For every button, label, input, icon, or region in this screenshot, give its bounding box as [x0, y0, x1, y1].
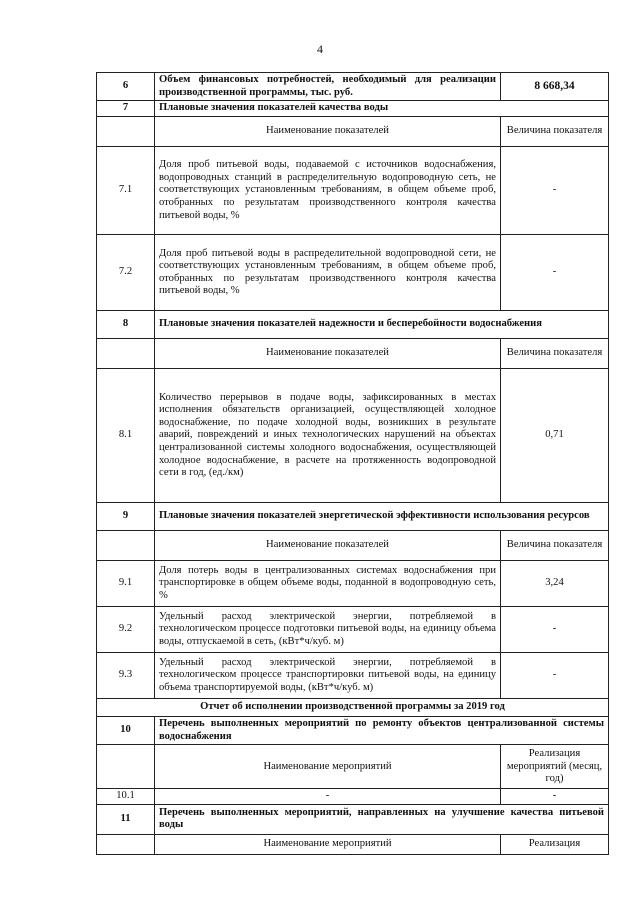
row-number: 9.3 — [97, 653, 155, 699]
table-row — [97, 101, 609, 117]
row-value: - — [501, 235, 609, 311]
table-row — [97, 339, 609, 369]
row-text: Доля проб питьевой воды в распределительной водопроводной сети, не соответствующих установленным требованиям, в общем объеме проб, отобранных по результатам производственного контроля качества питьевой воды, % — [155, 235, 501, 311]
table-row — [97, 789, 609, 805]
empty-cell — [97, 745, 155, 789]
production-program-table — [96, 72, 609, 855]
row-number: 9.1 — [97, 561, 155, 607]
column-header-name: Наименование показателей — [155, 117, 501, 147]
table-row — [97, 311, 609, 339]
column-header-name: Наименование мероприятий — [155, 745, 501, 789]
empty-cell — [97, 531, 155, 561]
page-number: 4 — [317, 42, 323, 56]
row-value: 8 668,34 — [501, 73, 609, 101]
row-number: 10.1 — [97, 789, 155, 805]
row-text: Удельный расход электрической энергии, потребляемой в технологическом процессе подготовки питьевой воды, на единицу объема воды, отпускаемой в сеть, (кВт*ч/куб. м) — [155, 607, 501, 653]
row-number: 7.2 — [97, 235, 155, 311]
table-row — [97, 717, 609, 745]
column-header-name: Наименование показателей — [155, 531, 501, 561]
row-value: 3,24 — [501, 561, 609, 607]
row-number: 8 — [97, 311, 155, 339]
column-header-value: Величина показателя — [501, 531, 609, 561]
table-row — [97, 834, 609, 854]
section-heading: Перечень выполненных мероприятий по ремонту объектов централизованной системы водоснабжения — [155, 717, 609, 745]
row-value: - — [501, 789, 609, 805]
table-row — [97, 561, 609, 607]
row-value: 0,71 — [501, 369, 609, 503]
column-header-value: Величина показателя — [501, 339, 609, 369]
row-number: 7.1 — [97, 147, 155, 235]
row-number: 10 — [97, 717, 155, 745]
row-number: 9.2 — [97, 607, 155, 653]
row-number: 9 — [97, 503, 155, 531]
row-text: - — [155, 789, 501, 805]
table-row — [97, 73, 609, 101]
column-header-value: Реализация — [501, 834, 609, 854]
row-value: - — [501, 653, 609, 699]
empty-cell — [97, 834, 155, 854]
row-number: 7 — [97, 101, 155, 117]
table-row — [97, 235, 609, 311]
row-text: Доля проб питьевой воды, подаваемой с источников водоснабжения, водопроводных станций в распределительную водопроводную сеть, не соответствующих установленным требованиям, в общем объеме проб, отобранных по результатам производственного контроля качества питьевой воды, % — [155, 147, 501, 235]
row-value: - — [501, 147, 609, 235]
report-heading: Отчет об исполнении производственной программы за 2019 год — [97, 699, 609, 717]
row-value: - — [501, 607, 609, 653]
section-heading: Плановые значения показателей качества воды — [155, 101, 609, 117]
row-number: 11 — [97, 804, 155, 834]
row-text: Объем финансовых потребностей, необходимый для реализации производственной программы, тыс. руб. — [155, 73, 501, 101]
row-number: 6 — [97, 73, 155, 101]
table-row — [97, 369, 609, 503]
row-text: Удельный расход электрической энергии, потребляемой в технологическом процессе транспортировки питьевой воды, на единицу объема транспортируемой воды, (кВт*ч/куб. м) — [155, 653, 501, 699]
table-row — [97, 804, 609, 834]
table-row — [97, 117, 609, 147]
table-row — [97, 147, 609, 235]
section-heading: Плановые значения показателей надежности и бесперебойности водоснабжения — [155, 311, 609, 339]
table-row — [97, 503, 609, 531]
table-row — [97, 745, 609, 789]
column-header-value: Реализация мероприятий (месяц, год) — [501, 745, 609, 789]
table-row — [97, 699, 609, 717]
column-header-value: Величина показателя — [501, 117, 609, 147]
table-row — [97, 607, 609, 653]
section-heading: Плановые значения показателей энергетической эффективности использования ресурсов — [155, 503, 609, 531]
row-text: Количество перерывов в подаче воды, зафиксированных в местах исполнения обязательств организацией, осуществляющей холодное водоснабжение, по подаче холодной воды, возникших в результате аварий, повреждений и иных технологических нарушений на объектах централизованной системы холодного водоснабжения, осуществляющей холодное водоснабжение, в расчете на протяженность водопроводной сети в год, (ед./км) — [155, 369, 501, 503]
empty-cell — [97, 117, 155, 147]
empty-cell — [97, 339, 155, 369]
column-header-name: Наименование показателей — [155, 339, 501, 369]
row-number: 8.1 — [97, 369, 155, 503]
table-row — [97, 531, 609, 561]
table-row — [97, 653, 609, 699]
row-text: Доля потерь воды в централизованных системах водоснабжения при транспортировке в общем объеме воды, поданной в водопроводную сеть, % — [155, 561, 501, 607]
column-header-name: Наименование мероприятий — [155, 834, 501, 854]
section-heading: Перечень выполненных мероприятий, направленных на улучшение качества питьевой воды — [155, 804, 609, 834]
